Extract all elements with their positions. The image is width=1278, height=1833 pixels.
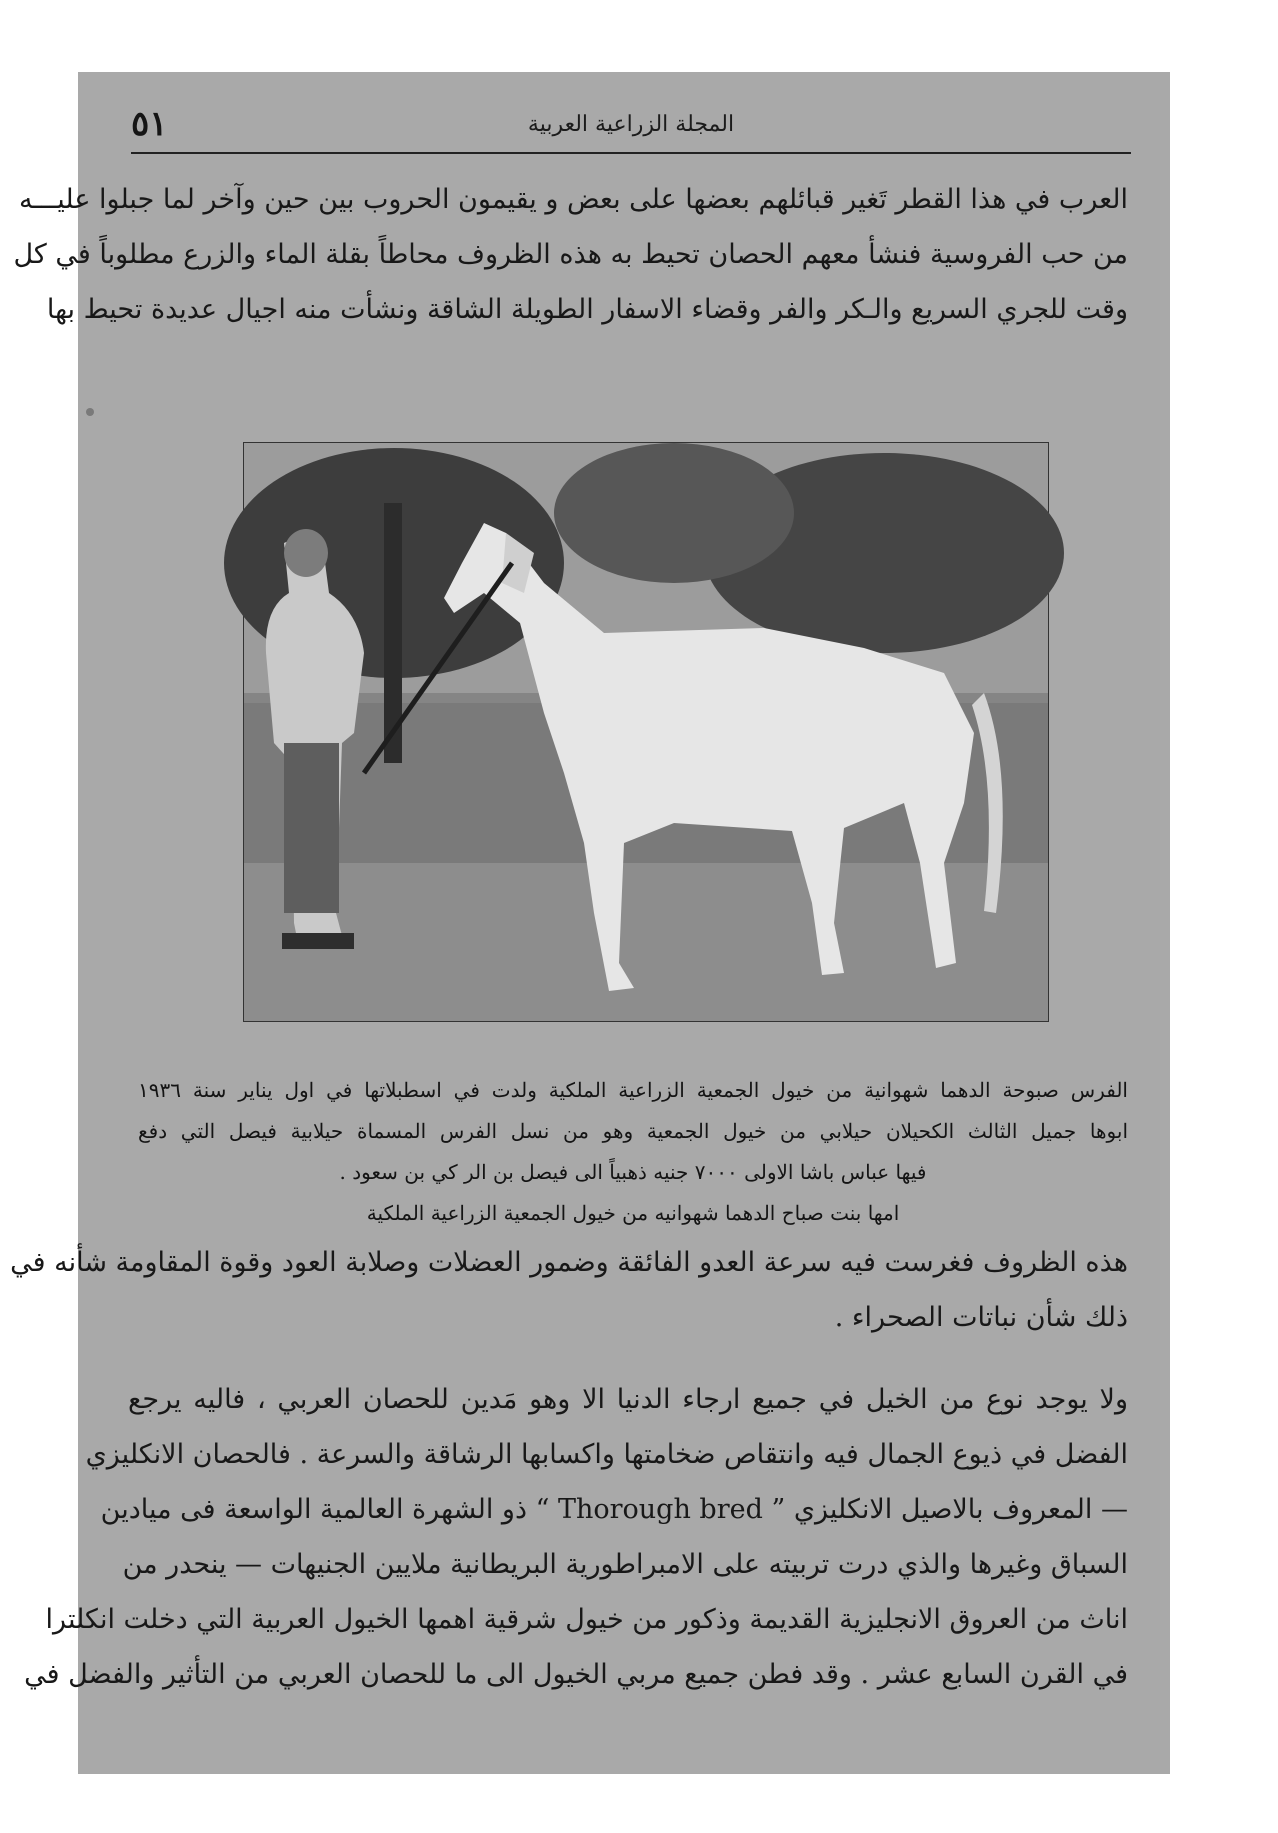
caption-line: امها بنت صباح الدهما شهوانيه من خيول الجمعية الزراعية الملكية [366, 1201, 900, 1225]
text-line: في القرن السابع عشر . وقد فطن جميع مربي الخيول الى ما للحصان العربي من التأثير والفضل في [24, 1659, 1128, 1690]
photo-caption [138, 1070, 1128, 1234]
caption-line: ابوها جميل الثالث الكحيلان حيلابي من خيول الجمعية وهو من نسل الفرس المسماة حيلابية فيصل التي دفع [138, 1119, 1128, 1143]
scan-speck [86, 408, 94, 416]
book-page [10, 72, 1170, 1774]
caption-line: فيها عباس باشا الاولى ٧٠٠٠ جنيه ذهبياً الى فيصل بن الر كي بن سعود . [339, 1160, 927, 1184]
paragraph-bottom [24, 1372, 1128, 1702]
text-line: السباق وغيرها والذي درت تربيته على الامبراطورية البريطانية ملايين الجنيهات — ينحدر من [122, 1549, 1128, 1580]
text-line: وقت للجري السريع والـكر والفر وقضاء الاسفار الطويلة الشاقة ونشأت منه اجيال عديدة تحيط بها [46, 294, 1128, 325]
text-line: الفضل في ذيوع الجمال فيه وانتقاص ضخامتها واكسابها الرشاقة والسرعة . فالحصان الانكليزي [85, 1439, 1128, 1470]
paragraph-top [13, 172, 1128, 337]
text-line: ذلك شأن نباتات الصحراء . [834, 1302, 1128, 1333]
text-line: العرب في هذا القطر تَغير قبائلهم بعضها على بعض و يقيمون الحروب بين حين وآخر لما جبلوا عليـــه [19, 184, 1128, 215]
horse-photograph [243, 442, 1049, 1022]
text-line: ولا يوجد نوع من الخيل في جميع ارجاء الدنيا الا وهو مَدين للحصان العربي ، فاليه يرجع [128, 1384, 1128, 1415]
page-number: ٥١ [131, 104, 168, 144]
running-title: المجلة الزراعية العربية [527, 112, 735, 137]
paragraph-middle [10, 1235, 1128, 1345]
page-header [131, 102, 1131, 154]
text-line: — المعروف بالاصيل الانكليزي ” Thorough bred “ ذو الشهرة العالمية الواسعة فى ميادين [100, 1494, 1128, 1525]
caption-line: الفرس صبوحة الدهما شهوانية من خيول الجمعية الزراعية الملكية ولدت في اسطبلاتها في اول يناير سنة ١٩٣٦ [138, 1078, 1128, 1102]
scanned-page [10, 72, 1170, 1774]
text-line: من حب الفروسية فنشأ معهم الحصان تحيط به هذه الظروف محاطاً بقلة الماء والزرع مطلوباً في كل [13, 239, 1128, 270]
text-line: هذه الظروف فغرست فيه سرعة العدو الفائقة وضمور العضلات وصلابة العود وقوة المقاومة شأنه في [10, 1247, 1128, 1278]
text-line: اناث من العروق الانجليزية القديمة وذكور من خيول شرقية اهمها الخيول العربية التي دخلت انكلترا [45, 1604, 1128, 1635]
